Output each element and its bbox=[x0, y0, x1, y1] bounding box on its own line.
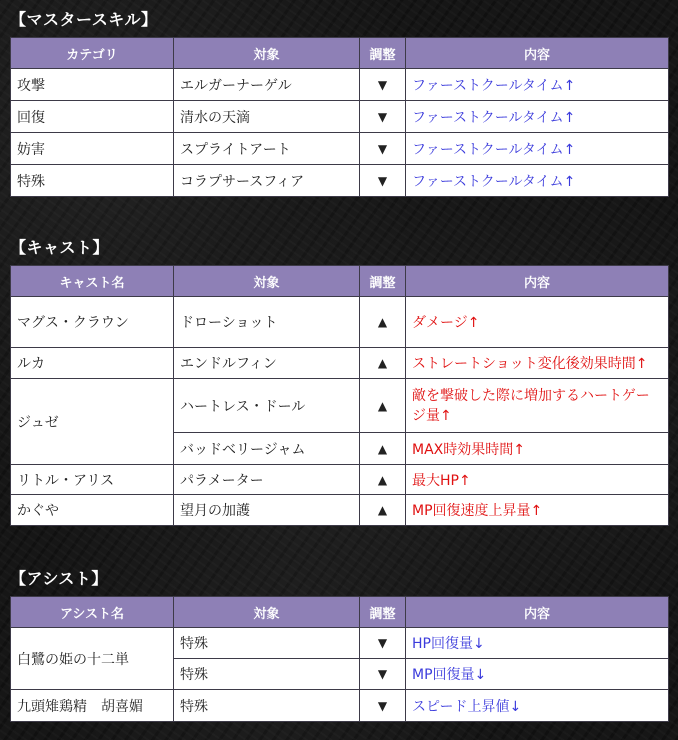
table-row bbox=[11, 690, 669, 722]
table-row bbox=[11, 495, 669, 526]
category-cell: 妨害 bbox=[11, 133, 174, 165]
header-target: 対象 bbox=[174, 597, 360, 628]
content-cell: 敵を撃破した際に増加するハートゲージ量↑ bbox=[406, 379, 669, 433]
cast-title: 【キャスト】 bbox=[10, 238, 110, 257]
content-cell: MP回復量↓ bbox=[406, 659, 669, 690]
content-cell: MAX時効果時間↑ bbox=[406, 433, 669, 465]
master-skill-title: 【マスタースキル】 bbox=[10, 10, 158, 29]
header-assist-name: アシスト名 bbox=[11, 597, 174, 628]
header-cast-name: キャスト名 bbox=[11, 266, 174, 297]
cast-name-cell: ルカ bbox=[11, 348, 174, 379]
target-cell: エンドルフィン bbox=[174, 348, 360, 379]
header-adjust: 調整 bbox=[360, 38, 406, 69]
table-header-row bbox=[11, 597, 669, 628]
content-cell: ファーストクールタイム↑ bbox=[406, 69, 669, 101]
assist-title: 【アシスト】 bbox=[10, 569, 108, 588]
header-adjust: 調整 bbox=[360, 597, 406, 628]
up-arrow-icon: ▲ bbox=[360, 297, 406, 348]
up-arrow-icon: ▲ bbox=[360, 379, 406, 433]
table-row bbox=[11, 379, 669, 433]
up-arrow-icon: ▲ bbox=[360, 348, 406, 379]
table-row bbox=[11, 101, 669, 133]
category-cell: 特殊 bbox=[11, 165, 174, 197]
up-arrow-icon: ▲ bbox=[360, 465, 406, 495]
down-arrow-icon: ▼ bbox=[360, 101, 406, 133]
target-cell: スプライトアート bbox=[174, 133, 360, 165]
content-cell: HP回復量↓ bbox=[406, 628, 669, 659]
header-content: 内容 bbox=[406, 597, 669, 628]
down-arrow-icon: ▼ bbox=[360, 133, 406, 165]
category-cell: 回復 bbox=[11, 101, 174, 133]
down-arrow-icon: ▼ bbox=[360, 690, 406, 722]
header-content: 内容 bbox=[406, 266, 669, 297]
target-cell: パラメーター bbox=[174, 465, 360, 495]
content-cell: ファーストクールタイム↑ bbox=[406, 165, 669, 197]
table-row bbox=[11, 69, 669, 101]
table-row bbox=[11, 465, 669, 495]
header-adjust: 調整 bbox=[360, 266, 406, 297]
assist-table bbox=[10, 596, 669, 722]
content-cell: ファーストクールタイム↑ bbox=[406, 133, 669, 165]
target-cell: バッドベリージャム bbox=[174, 433, 360, 465]
cast-name-cell: かぐや bbox=[11, 495, 174, 526]
table-row bbox=[11, 348, 669, 379]
content-cell: ダメージ↑ bbox=[406, 297, 669, 348]
target-cell: ドローショット bbox=[174, 297, 360, 348]
up-arrow-icon: ▲ bbox=[360, 495, 406, 526]
cast-name-cell: ジュゼ bbox=[11, 379, 174, 465]
assist-name-cell: 九頭雉鶏精 胡喜媚 bbox=[11, 690, 174, 722]
down-arrow-icon: ▼ bbox=[360, 165, 406, 197]
up-arrow-icon: ▲ bbox=[360, 433, 406, 465]
target-cell: 清水の天滴 bbox=[174, 101, 360, 133]
table-row bbox=[11, 165, 669, 197]
assist-name-cell: 白鷺の姫の十二単 bbox=[11, 628, 174, 690]
target-cell: 特殊 bbox=[174, 628, 360, 659]
target-cell: エルガーナーゲル bbox=[174, 69, 360, 101]
target-cell: 特殊 bbox=[174, 690, 360, 722]
category-cell: 攻撃 bbox=[11, 69, 174, 101]
header-target: 対象 bbox=[174, 266, 360, 297]
table-row bbox=[11, 133, 669, 165]
down-arrow-icon: ▼ bbox=[360, 69, 406, 101]
cast-name-cell: リトル・アリス bbox=[11, 465, 174, 495]
content-cell: MP回復速度上昇量↑ bbox=[406, 495, 669, 526]
content-cell: ストレートショット変化後効果時間↑ bbox=[406, 348, 669, 379]
cast-name-cell: マグス・クラウン bbox=[11, 297, 174, 348]
master-skill-table bbox=[10, 37, 669, 197]
table-header-row bbox=[11, 38, 669, 69]
down-arrow-icon: ▼ bbox=[360, 659, 406, 690]
down-arrow-icon: ▼ bbox=[360, 628, 406, 659]
content-cell: ファーストクールタイム↑ bbox=[406, 101, 669, 133]
content-cell: 最大HP↑ bbox=[406, 465, 669, 495]
table-header-row bbox=[11, 266, 669, 297]
header-content: 内容 bbox=[406, 38, 669, 69]
target-cell: 望月の加護 bbox=[174, 495, 360, 526]
header-category: カテゴリ bbox=[11, 38, 174, 69]
target-cell: ハートレス・ドール bbox=[174, 379, 360, 433]
content-cell: スピード上昇値↓ bbox=[406, 690, 669, 722]
table-row bbox=[11, 297, 669, 348]
header-target: 対象 bbox=[174, 38, 360, 69]
cast-table bbox=[10, 265, 669, 526]
target-cell: 特殊 bbox=[174, 659, 360, 690]
table-row bbox=[11, 628, 669, 659]
target-cell: コラプサースフィア bbox=[174, 165, 360, 197]
